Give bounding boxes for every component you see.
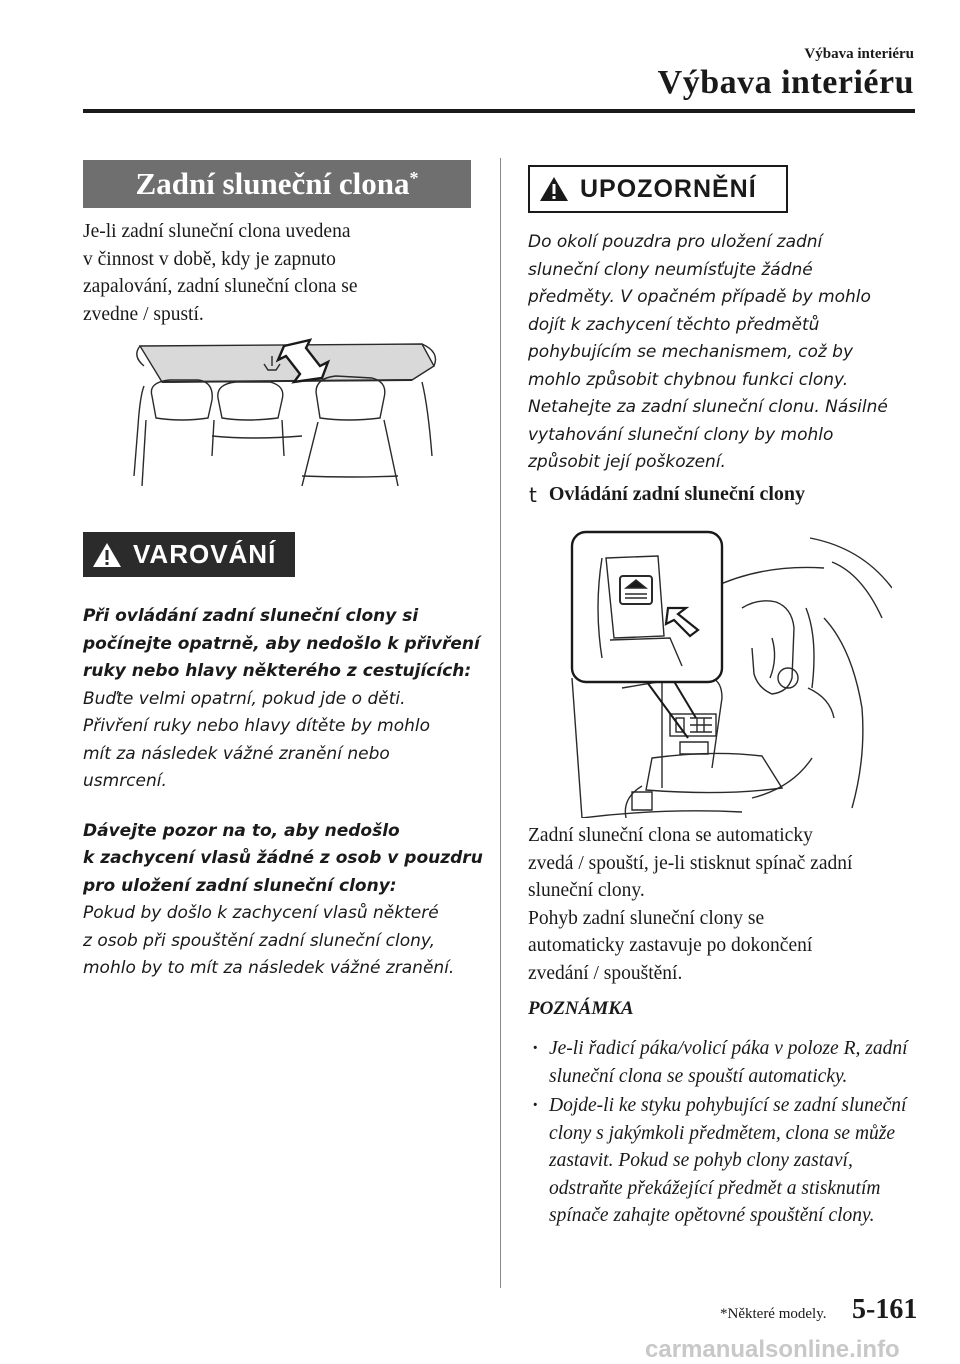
caution-line: předměty. V opačném případě by mohlo: [528, 287, 871, 307]
section-asterisk: *: [409, 167, 419, 188]
chapter-title: Výbava interiéru: [657, 64, 914, 101]
caution-label-text: UPOZORNĚNÍ: [580, 174, 757, 203]
warning-line: mít za následek vážné zranění nebo: [83, 743, 390, 764]
warning-line: usmrcení.: [83, 771, 167, 791]
warning-triangle-icon: [91, 541, 123, 569]
column-divider: [500, 158, 501, 1288]
caution-line: pohybujícím se mechanismem, což by: [528, 342, 854, 362]
caution-line: Netahejte za zadní sluneční clonu. Násilné: [528, 397, 888, 417]
page-number: 5-161: [852, 1294, 918, 1325]
caution-line: sluneční clony neumísťujte žádné: [528, 259, 813, 280]
warning-line: mohlo by to mít za následek vážné zranění.: [83, 958, 455, 978]
note-title: POZNÁMKA: [528, 998, 634, 1019]
note-item: · Dojde-li ke styku pohybující se zadní sluneční clony s jakýmkoli předmětem, clona se může zastavit. Pokud se pohyb clony zastaví, odstraňte překážející předmět a stisknutím spínače zahajte opětovné spouštění clony.: [528, 1092, 918, 1230]
intro-line: zvedne / spustí.: [83, 303, 204, 325]
section-title-bar: [83, 160, 471, 208]
intro-paragraph: [83, 218, 483, 328]
intro-line: v činnost v době, kdy je zapnuto: [83, 248, 336, 270]
section-title: Zadní sluneční clona: [135, 166, 410, 201]
caution-triangle-icon: [538, 175, 570, 203]
operation-line: zvedá / spouští, je-li stisknut spínač zadní: [528, 852, 853, 874]
operation-heading: [529, 483, 805, 507]
operation-paragraph: [528, 822, 928, 987]
warning-bold-line: pro uložení zadní sluneční clony:: [83, 875, 397, 896]
caution-line: vytahování sluneční clony by mohlo: [528, 424, 834, 445]
intro-line: Je-li zadní sluneční clona uvedena: [83, 221, 351, 242]
warning-line: z osob při spouštění zadní sluneční clony,: [83, 930, 436, 951]
warning-bold-line: k zachycení vlasů žádné z osob v pouzdru: [83, 848, 483, 868]
warning-label-text: VAROVÁNÍ: [133, 539, 277, 569]
sunshade-switch-illustration: [562, 528, 892, 818]
caution-text: [528, 229, 928, 477]
header-rule: [83, 109, 915, 113]
operation-line: sluneční clony.: [528, 880, 645, 901]
caution-label: [528, 165, 788, 213]
caution-line: mohlo způsobit chybnou funkci clony.: [528, 369, 849, 390]
operation-line: automaticky zastavuje po dokončení: [528, 935, 813, 956]
rear-sunshade-illustration: [122, 336, 442, 516]
note-item: · Je-li řadicí páka/volicí páka v poloze R, zadní sluneční clona se spouští automaticky.: [528, 1035, 918, 1090]
footnote: *Některé modely.: [720, 1306, 827, 1322]
operation-title: Ovládání zadní sluneční clony: [548, 483, 806, 505]
warning-bold-line: ruky nebo hlavy některého z cestujících:: [83, 661, 472, 681]
watermark: carmanualsonline.info: [645, 1336, 900, 1363]
warning-label: [83, 532, 295, 577]
caution-line: způsobit její poškození.: [528, 452, 726, 472]
operation-line: Zadní sluneční clona se automaticky: [528, 825, 813, 846]
operation-line: zvedání / spouštění.: [528, 962, 683, 984]
running-header: Výbava interiéru: [804, 46, 914, 62]
warning-bold-line: Při ovládání zadní sluneční clony si: [83, 606, 419, 626]
warning-line: Pokud by došlo k zachycení vlasů některé: [83, 903, 439, 923]
intro-line: zapalování, zadní sluneční clona se: [83, 276, 358, 297]
warning-text: [83, 603, 483, 983]
operation-line: Pohyb zadní sluneční clony se: [528, 907, 765, 929]
heading-marker: t: [529, 483, 537, 507]
warning-line: Buďte velmi opatrní, pokud jde o děti.: [83, 688, 406, 709]
note-list: [528, 1035, 918, 1232]
warning-line: Přivření ruky nebo hlavy dítěte by mohlo: [83, 716, 430, 736]
warning-bold-line: počínejte opatrně, aby nedošlo k přivření: [83, 633, 480, 654]
warning-bold-line: Dávejte pozor na to, aby nedošlo: [83, 820, 400, 841]
caution-line: Do okolí pouzdra pro uložení zadní: [528, 232, 823, 252]
caution-line: dojít k zachycení těchto předmětů: [528, 314, 820, 335]
